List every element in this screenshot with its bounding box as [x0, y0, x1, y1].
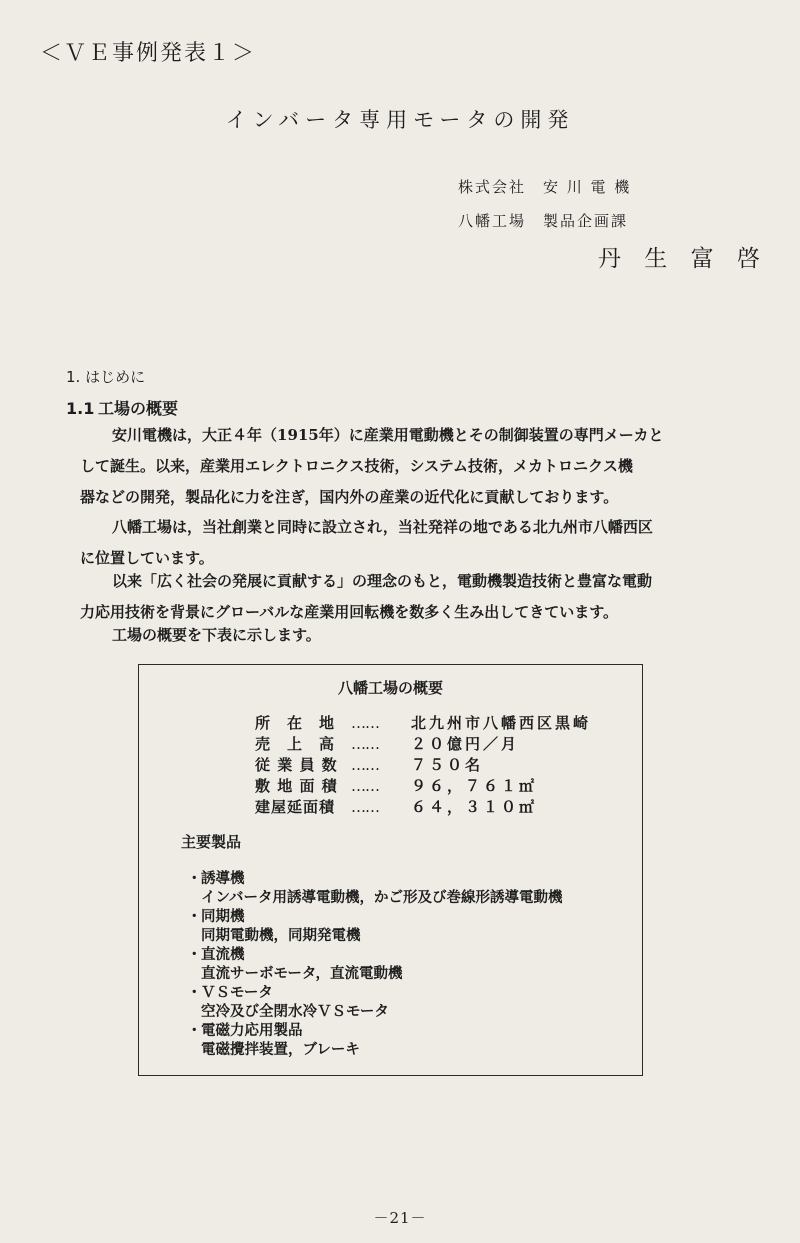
product-category	[187, 1021, 562, 1040]
fact-value: ９６，７６１㎡	[411, 777, 538, 795]
fact-value: 北九州市八幡西区黒崎	[411, 714, 592, 732]
product-items: インバータ用誘導電動機，かご形及び巻線形誘導電動機	[201, 889, 563, 906]
paragraph-2-line-1: 八幡工場は，当社創業と同時に設立され，当社発祥の地である北九州市八幡西区	[112, 518, 653, 536]
paragraph-4-line-1: 工場の概要を下表に示します。	[112, 626, 321, 644]
paragraph-3	[80, 566, 756, 628]
factory-overview-box	[138, 664, 643, 1076]
paragraph-4	[96, 620, 756, 651]
subsection-number: 1.1	[66, 399, 95, 418]
bullet-mark: ・	[187, 1022, 202, 1039]
product-category-label: 誘導機	[201, 870, 245, 887]
product-items: 同期電動機，同期発電機	[201, 927, 361, 944]
fact-value: ２０億円／月	[411, 735, 520, 753]
subsection-heading	[66, 396, 178, 419]
fact-label: 売 上 高	[255, 735, 336, 753]
product-category-label: 電磁力応用製品	[201, 1022, 303, 1039]
product-category	[187, 945, 562, 964]
fact-label: 従 業 員 数	[255, 756, 338, 774]
fact-leader: ……	[351, 777, 379, 795]
product-category-label: ＶＳモータ	[201, 984, 273, 1001]
fact-row-floor-area	[255, 797, 591, 818]
subsection-title: 工場の概要	[98, 399, 179, 418]
overview-box-title: 八幡工場の概要	[337, 679, 443, 697]
fact-leader: ……	[351, 735, 379, 753]
page-number: －21－	[373, 1209, 427, 1227]
product-category	[187, 869, 562, 888]
product-category-label: 同期機	[201, 908, 245, 925]
bullet-mark: ・	[187, 908, 202, 925]
products-list	[187, 869, 562, 1059]
bullet-mark: ・	[187, 946, 202, 963]
author-name: 丹 生 富 啓	[598, 246, 768, 272]
paragraph-3-line-1: 以来「広く社会の発展に貢献する」の理念のもと，電動機製造技術と豊富な電動	[112, 572, 653, 590]
paragraph-1-line-2: して誕生。以来，産業用エレクトロニクス技術，システム技術，メカトロニクス機	[80, 457, 633, 475]
paragraph-3-line-2: 力応用技術を背景にグローバルな産業用回転機を数多く生み出してきています。	[80, 603, 619, 621]
products-heading: 主要製品	[181, 833, 242, 851]
page-title: インバータ専用モータの開発	[225, 108, 575, 132]
product-category	[187, 907, 562, 926]
facts-table	[255, 713, 591, 818]
fact-label: 敷 地 面 積	[255, 777, 338, 795]
product-items: 空冷及び全閉水冷ＶＳモータ	[201, 1003, 389, 1020]
product-items: 電磁攪拌装置，ブレーキ	[201, 1041, 360, 1058]
fact-row-location	[255, 713, 591, 734]
product-items: 直流サーボモータ，直流電動機	[201, 965, 403, 982]
fact-leader: ……	[351, 756, 379, 774]
paragraph-2-line-2: に位置しています。	[80, 549, 214, 567]
bullet-mark: ・	[187, 984, 202, 1001]
paragraph-1-line-3: 器などの開発，製品化に力を注ぎ，国内外の産業の近代化に貢献しております。	[80, 488, 619, 506]
product-category-label: 直流機	[201, 946, 245, 963]
paragraph-1	[80, 420, 756, 513]
fact-value: ７５０名	[411, 756, 484, 774]
paragraph-2	[80, 512, 756, 574]
fact-label: 建屋延面積	[255, 798, 336, 816]
bullet-mark: ・	[187, 870, 202, 887]
fact-leader: ……	[351, 798, 379, 816]
fact-row-site-area	[255, 776, 591, 797]
fact-row-employees	[255, 755, 591, 776]
paragraph-1-line-1: 安川電機は，大正４年（1915年）に産業用電動機とその制御装置の専門メーカと	[112, 426, 664, 444]
department-name: 八幡工場 製品企画課	[458, 212, 629, 230]
fact-leader: ……	[351, 714, 379, 732]
fact-label: 所 在 地	[255, 714, 336, 732]
section-heading: 1. はじめに	[66, 368, 146, 386]
fact-row-sales	[255, 734, 591, 755]
product-category	[187, 983, 562, 1002]
series-label: ＜ＶＥ事例発表１＞	[40, 41, 257, 66]
fact-value: ６４，３１０㎡	[411, 798, 538, 816]
company-name: 株式会社 安 川 電 機	[458, 178, 632, 196]
